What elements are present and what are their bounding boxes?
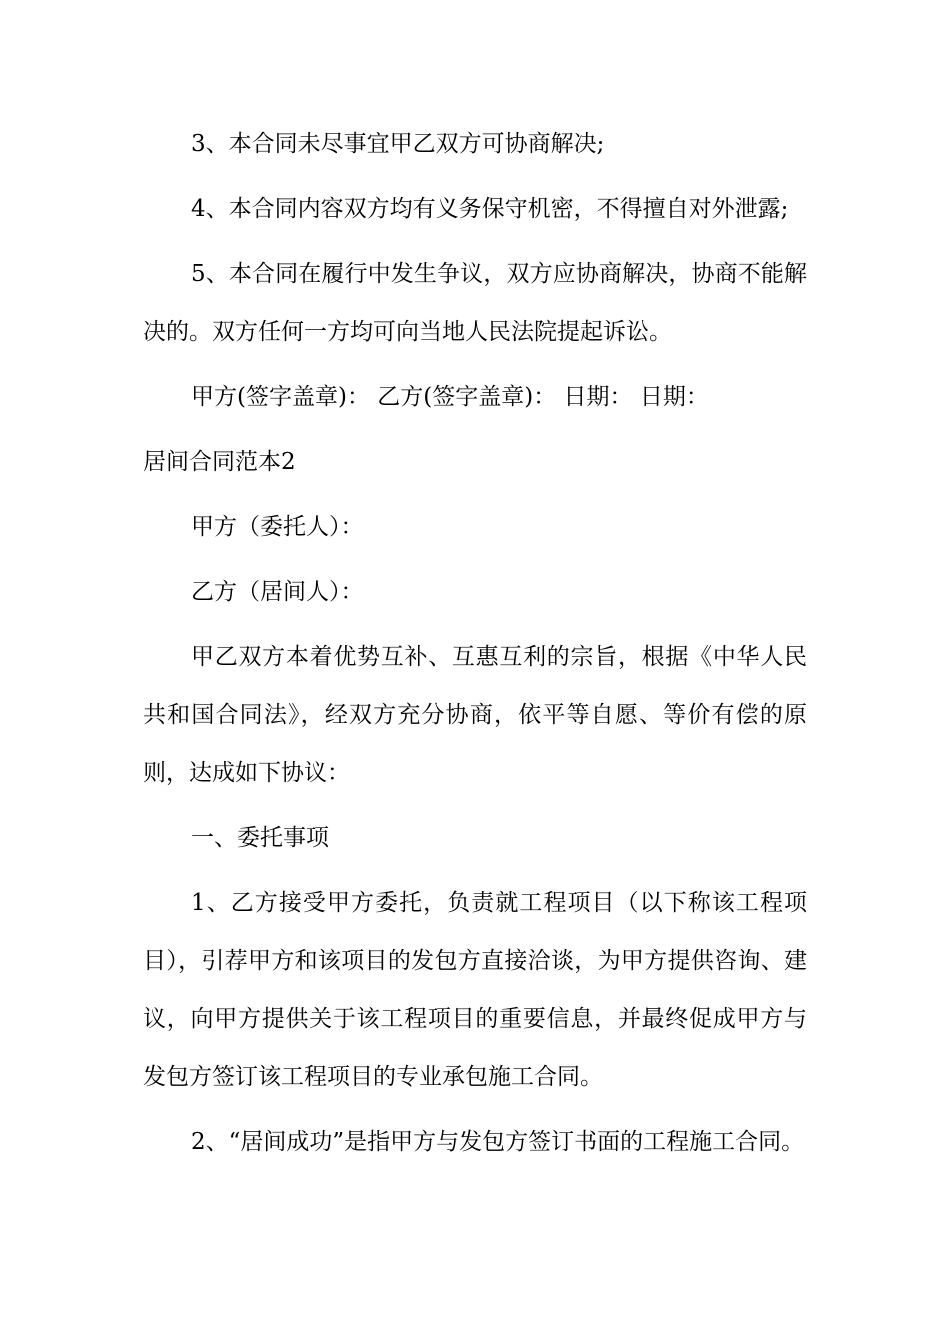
- item-2: 2、“居间成功”是指甲方与发包方签订书面的工程施工合同。: [191, 1129, 805, 1155]
- section-title: 居间合同范本2: [143, 449, 296, 475]
- signature-line: 甲方(签字盖章)： 乙方(签字盖章)： 日期： 日期：: [191, 384, 709, 410]
- clause-3: 3、本合同未尽事宜甲乙双方可协商解决;: [191, 131, 605, 157]
- item-1: 1、乙方接受甲方委托，负责就工程项目（以下称该工程项目），引荐甲方和该项目的发包方直接洽谈，为甲方提供咨询、建议，向甲方提供关于该工程项目的重要信息，并最终促成甲方与发包方签订该工程项目的专业承包施工合同。: [143, 890, 807, 1090]
- section-one-heading: 一、委托事项: [191, 825, 329, 851]
- clause-4: 4、本合同内容双方均有义务保守机密，不得擅自对外泄露;: [191, 196, 789, 222]
- party-b-line: 乙方（居间人）：: [191, 579, 364, 605]
- document-page: [143, 115, 807, 1171]
- clause-5: 5、本合同在履行中发生争议，双方应协商解决，协商不能解决的。双方任何一方均可向当地人民法院提起诉讼。: [143, 261, 807, 345]
- preamble: 甲乙双方本着优势互补、互惠互利的宗旨，根据《中华人民共和国合同法》，经双方充分协商，依平等自愿、等价有偿的原则，达成如下协议：: [143, 644, 807, 786]
- party-a-line: 甲方（委托人）：: [191, 514, 364, 540]
